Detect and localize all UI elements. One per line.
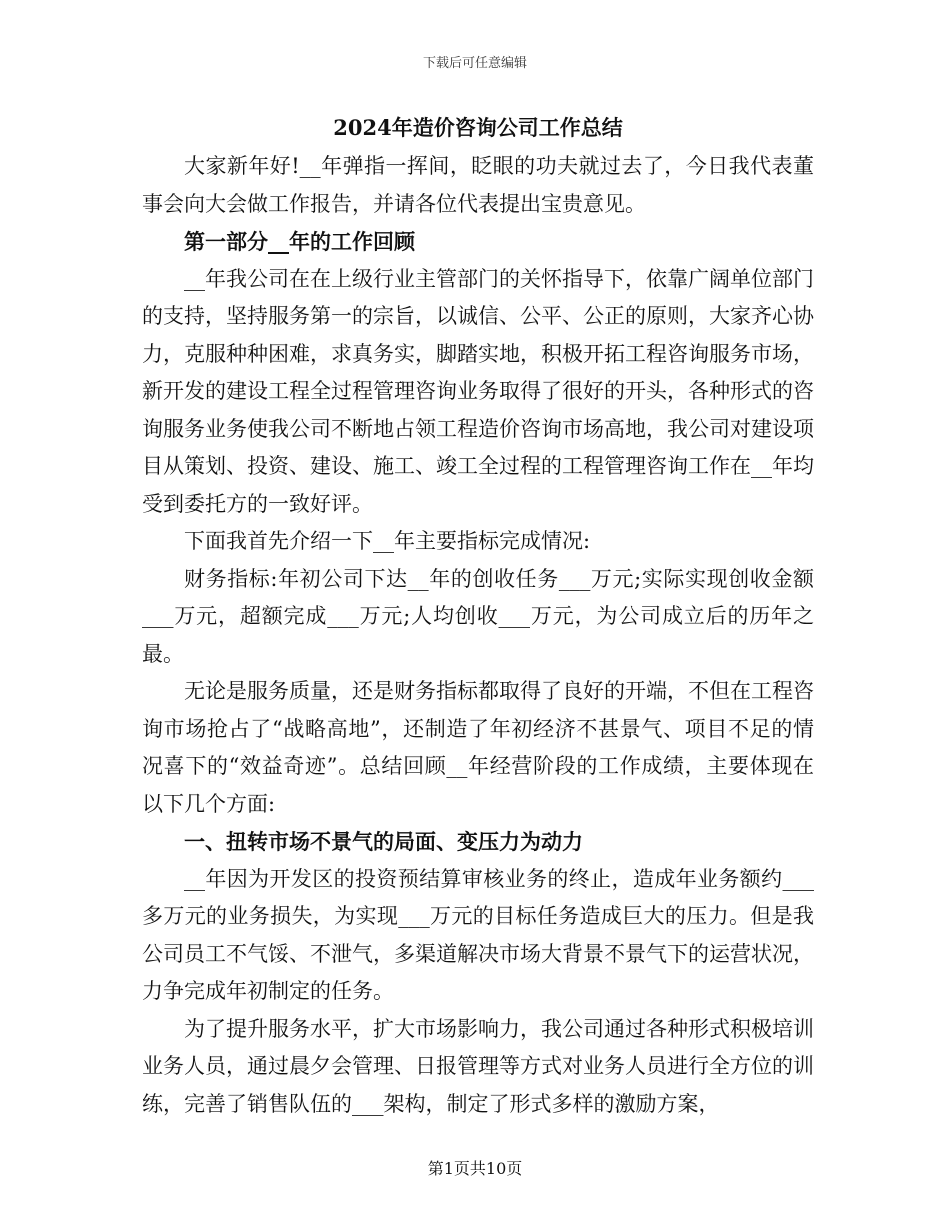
paragraph-greeting: 大家新年好!__年弹指一挥间，眨眼的功夫就过去了，今日我代表董事会向大会做工作报告，并请各位代表提出宝贵意见。 <box>142 154 814 216</box>
page-header: 下载后可任意编辑 <box>422 56 527 71</box>
paragraph-review: __年我公司在在上级行业主管部门的关怀指导下，依靠广阔单位部门的支持，坚持服务第一的宗旨，以诚信、公平、公正的原则，大家齐心协力，克服种种困难，求真务实，脚踏实地，积极开拓工程咨询服务市场，新开发的建设工程全过程管理咨询业务取得了很好的开头，各种形式的咨询服务业务使我公司不断地占领工程造价咨询市场高地，我公司对建设项目从策划、投资、建设、施工、竣工全过程的工程管理咨询工作在__年均受到委托方的一致好评。 <box>142 266 814 516</box>
document-body <box>142 110 814 1123</box>
paragraph-training: 为了提升服务水平，扩大市场影响力，我公司通过各种形式积极培训业务人员，通过晨夕会管理、日报管理等方式对业务人员进行全方位的训练，完善了销售队伍的___架构，制定了形式多样的激励方案， <box>142 1016 814 1116</box>
paragraph-market-pressure: __年因为开发区的投资预结算审核业务的终止，造成年业务额约___多万元的业务损失，为实现___万元的目标任务造成巨大的压力。但是我公司员工不气馁、不泄气，多渠道解决市场大背景不景气下的运营状况，力争完成年初制定的任务。 <box>142 866 814 1003</box>
paragraph-financial-indicators: 财务指标:年初公司下达__年的创收任务___万元;实际实现创收金额___万元，超额完成___万元;人均创收___万元，为公司成立后的历年之最。 <box>142 566 814 666</box>
section-heading-one: 一、扭转市场不景气的局面、变压力为动力 <box>184 829 583 854</box>
page-footer: 第1页共10页 <box>427 1159 523 1178</box>
document-title: 2024年造价咨询公司工作总结 <box>333 115 623 140</box>
section-heading-part-one: 第一部分__年的工作回顾 <box>184 229 415 254</box>
paragraph-summary: 无论是服务质量，还是财务指标都取得了良好的开端，不但在工程咨询市场抢占了“战略高地”，还制造了年初经济不甚景气、项目不足的情况喜下的“效益奇迹”。总结回顾__年经营阶段的工作成绩，主要体现在以下几个方面: <box>142 679 814 816</box>
paragraph-indicators-intro: 下面我首先介绍一下__年主要指标完成情况: <box>184 529 591 553</box>
